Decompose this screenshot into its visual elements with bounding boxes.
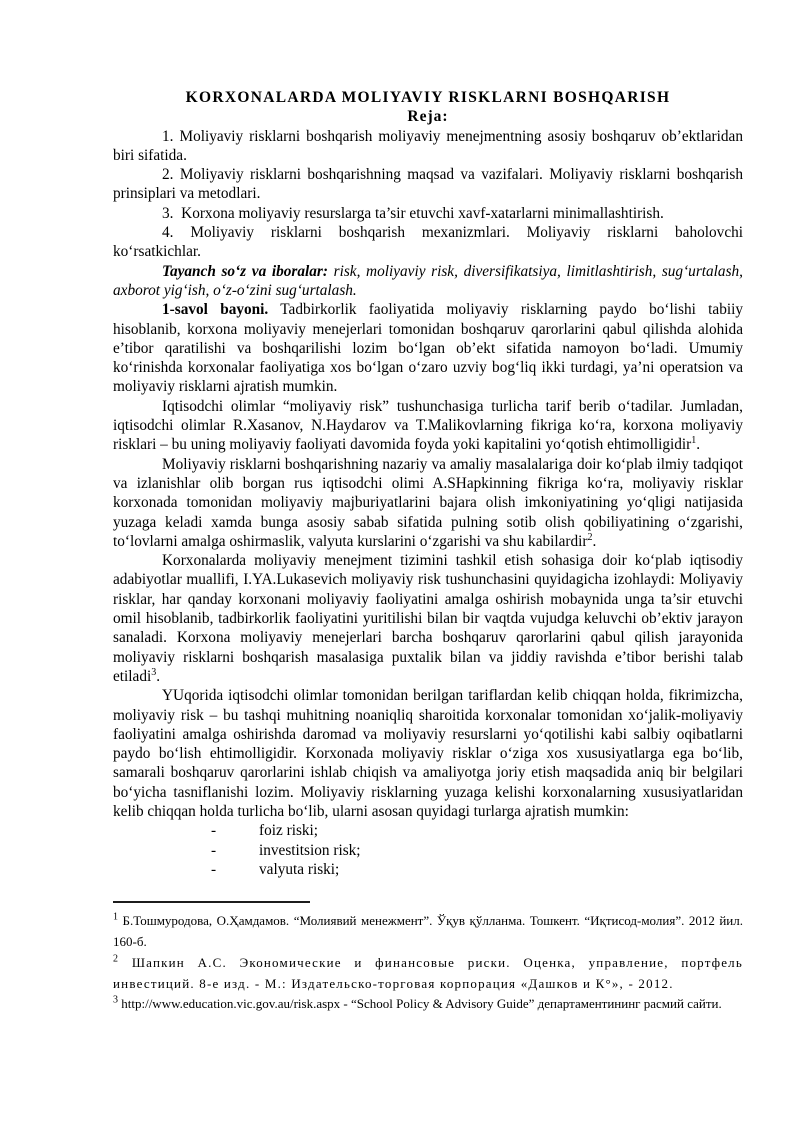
keywords-lead: Tayanch so‘z va iboralar: xyxy=(162,262,328,280)
footnote-text: Шапкин А.С. Экономические и финансовые риски. Оценка, управление, портфель инвестиций. 8-е изд. - М.: Издательско-торговая корпорация «Дашков и К°», - 2012. xyxy=(113,954,743,991)
keywords-paragraph xyxy=(113,262,743,301)
plan-item-number: 3. xyxy=(162,204,174,222)
plan-item-1 xyxy=(113,127,743,166)
paragraph-tail: . xyxy=(156,667,161,685)
footnote-ref-2: 2 xyxy=(587,531,593,543)
risk-item-text: investitsion risk; xyxy=(259,841,361,859)
paragraph-tail: . xyxy=(696,436,701,454)
dash-bullet: - xyxy=(211,822,217,840)
paragraph-text: Tadbirkorlik faoliyatida moliyaviy risklarning paydo bo‘lishi tabiiy hisoblanib, korxona moliyaviy menejerlari tomonidan boshqaruv qarorlarini qabul qilishda alohida e’tibor qaratilishi va boshqarilishi lozim bo‘lgan ob’ekt sifatida namoyon bo‘ladi. Umumiy ko‘rinishda korxonalar faoliyatiga xos bo‘lgan o‘zaro uzviy bog‘liq ikki turdagi, ya’ni operatsion va moliyaviy risklarni ajratish mumkin. xyxy=(113,301,743,396)
plan-item-number: 4. xyxy=(162,224,174,242)
plan-heading: Reja: xyxy=(407,108,449,126)
paragraph-lukasevich xyxy=(113,551,743,686)
paragraph-definitions xyxy=(113,397,743,455)
keywords-text: risk, moliyaviy risk, diversifikatsiya, limitlashtirish, sug‘urtalash, axborot yig‘ish, o‘z-o‘zini sug‘urtalash. xyxy=(113,262,743,299)
risk-item-text: foiz riski; xyxy=(259,822,319,840)
footnote-ref-3: 3 xyxy=(151,666,157,678)
plan-item-2 xyxy=(113,165,743,204)
footnote-ref-1: 1 xyxy=(691,435,697,447)
plan-item-text: Moliyaviy risklarni boshqarish mexanizmlari. Moliyaviy risklarni baholovchi ko‘rsatkichlar. xyxy=(113,224,744,261)
plan-item-text: Korxona moliyaviy resurslarga ta’sir etuvchi xavf-xatarlarni minimallashtirish. xyxy=(181,204,664,222)
footnote-separator xyxy=(113,901,310,903)
plan-item-4 xyxy=(113,223,743,262)
footnote-text: Б.Тошмуродова, О.Ҳамдамов. “Молиявий менежмент”. Ўқув қўлланма. Тошкент. “Иқтисод-молия”. 2012 йил. 160-б. xyxy=(113,913,744,949)
paragraph-lead: 1-savol bayoni. xyxy=(162,301,269,319)
plan-item-text: Moliyaviy risklarni boshqarishning maqsad va vazifalari. Moliyaviy risklarni boshqarish prinsiplari va metodlari. xyxy=(113,166,743,203)
plan-item-number: 1. xyxy=(162,127,174,145)
paragraph-text: Moliyaviy risklarni boshqarishning nazariy va amaliy masalalariga doir ko‘plab ilmiy tadqiqot va izlanishlar olib borgan rus iqtisodchi olimi A.SHapkinning fikriga ko‘ra, moliyaviy risklar korxonada tomonidan moliyaviy majburiyatlarini bajara olish imkoniyatining yo‘qligi natijasida yuzaga keladi xamda bunga asosiy sabab sifatida pulning sotib olish qobiliyatining o‘zgarishi, to‘lovlarni amalga oshirmaslik, valyuta kurslarini o‘zgarishi va shu kabilardir xyxy=(113,455,743,550)
footnote-marker: 3 xyxy=(113,995,118,1007)
footnote-3 xyxy=(113,994,743,1015)
paragraph-text: YUqorida iqtisodchi olimlar tomonidan berilgan tariflardan kelib chiqqan holda, fikrimizcha, moliyaviy risk – bu tashqi muhitning noaniqliq sharoitida korxonalar tomonidan xo‘jalik-moliyaviy faoliyatini amalga oshirishda daromad va moliyaviy resurslarni yo‘qotilishi kabi salbiy oqibatlarni paydo bo‘lish ehtimolligidir. Korxonada moliyaviy risklar o‘ziga xos xususiyatlarga ega bo‘lib, samarali boshqaruv qarorlarini ishlab chiqish va amaliyotga joriy etish maqsadida aniq bir belgilari bo‘yicha tasniflanishi lozim. Moliyaviy risklarning yuzaga kelishi korxonalarning xususiyatlaridan kelib chiqqan holda turlicha bo‘lib, ularni asosan quyidagi turlarga ajratish mumkin: xyxy=(113,687,743,820)
risk-list-item-foiz xyxy=(113,821,743,840)
footnote-1 xyxy=(113,911,743,953)
footnote-marker: 1 xyxy=(113,911,118,923)
footnote-2 xyxy=(113,953,743,995)
footnote-text: http://www.education.vic.gov.au/risk.aspx - “School Policy & Advisory Guide” департаментининг расмий сайти. xyxy=(121,996,722,1012)
plan-item-3 xyxy=(113,204,743,223)
risk-list-item-investitsion xyxy=(113,841,743,860)
paragraph-tail: . xyxy=(592,532,597,550)
dash-bullet: - xyxy=(211,841,217,859)
paragraph-conclusion xyxy=(113,686,743,821)
risk-item-text: valyuta riski; xyxy=(259,860,340,878)
plan-item-text: Moliyaviy risklarni boshqarish moliyaviy menejmentning asosiy boshqaruv ob’ektlaridan biri sifatida. xyxy=(113,127,743,164)
paragraph-shapkin xyxy=(113,455,743,551)
paragraph-text: Iqtisodchi olimlar “moliyaviy risk” tushunchasiga turlicha tarif berib o‘tadilar. Jumladan, iqtisodchi olimlar R.Xasanov, N.Haydarov va T.Malikovlarning fikriga ko‘ra, korxona moliyaviy risklari – bu uning moliyaviy faoliyati davomida foyda yoki kapitalini yo‘qotish ehtimolligidir xyxy=(113,397,743,454)
paragraph-first-question xyxy=(113,300,743,396)
plan-item-number: 2. xyxy=(162,166,174,184)
document-title: KORXONALARDA MOLIYAVIY RISKLARNI BOSHQARISH xyxy=(185,89,671,106)
footnote-marker: 2 xyxy=(113,953,120,965)
paragraph-text: Korxonalarda moliyaviy menejment tizimini tashkil etish sohasiga doir ko‘plab iqtisodiy adabiyotlar muallifi, I.YA.Lukasevich moliyaviy risk tushunchasini quyidagicha izohlaydi: Moliyaviy risklar, har qanday korxonani moliyaviy faoliyatini amalga oshirish mobaynida unga ta’sir etuvchi omil hisoblanib, tadbirkorlik faoliyatini yuritilishi bilan bir vaqtda vujudga keluvchi ob’ektiv jarayon sanaladi. Korxona moliyaviy menejerlari barcha boshqaruv qarorlarini qabul qilish jarayonida moliyaviy risklarni boshqarish masalasiga puxtalik bilan va jiddiy ravishda e’tibor berishi talab etiladi xyxy=(113,552,743,685)
dash-bullet: - xyxy=(211,860,217,878)
risk-list-item-valyuta xyxy=(113,860,743,879)
